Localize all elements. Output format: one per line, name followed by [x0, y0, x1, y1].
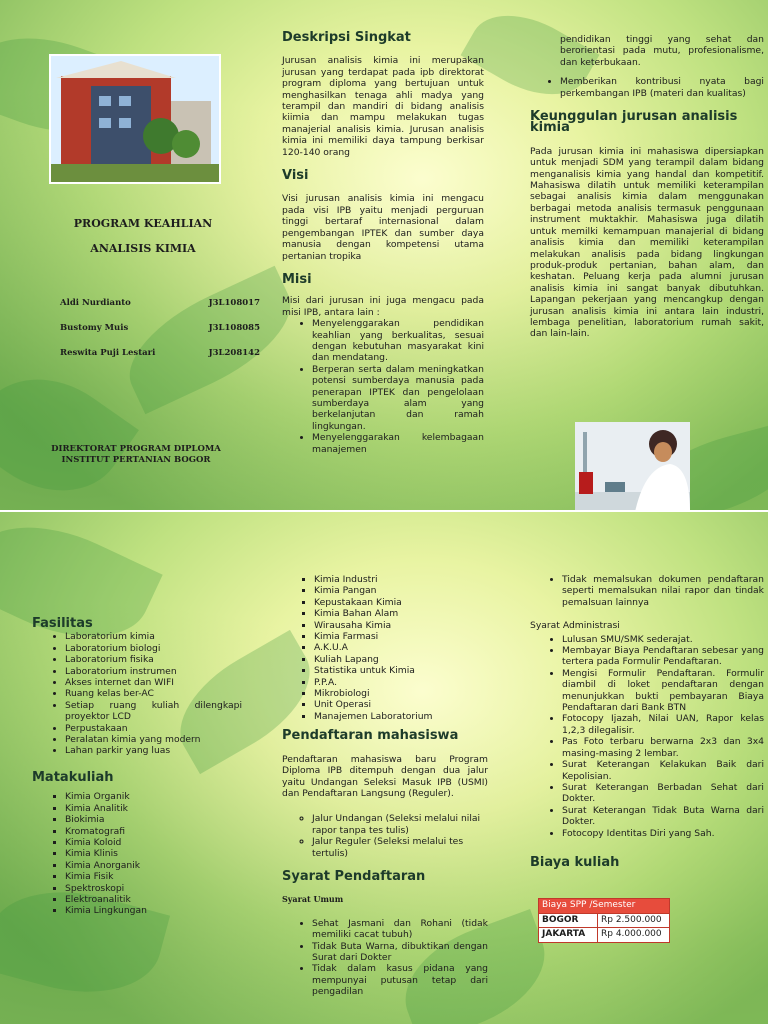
list-item: ◦ Jalur Reguler (Seleksi melalui tes tertulis)	[312, 836, 488, 859]
list-item: • Surat Keterangan Kelakukan Baik dari Kepolisian.	[562, 759, 764, 782]
middle-column-2	[282, 574, 488, 1006]
list-item: ▪ Kimia Industri	[314, 574, 488, 585]
matakuliah-heading: Matakuliah	[32, 770, 114, 785]
deskripsi-text: Jurusan analisis kimia ini merupakan jurusan yang terdapat pada ipb direktorat program diploma yang bertujuan untuk menghasilkan tenaga ahli madya yang terampil dan mandiri di bidang analisis kiimia dan mampu melakukan tugas manajerial analisis kimia. Jurusan analisis kimia ini memiliki daya tampung berkisar 120-140 orang	[282, 55, 484, 158]
deskripsi-heading: Deskripsi Singkat	[282, 30, 411, 45]
matakuliah-list-2	[282, 574, 488, 722]
list-item: • Sehat Jasmani dan Rohani (tidak memiliki cacat tubuh)	[312, 918, 488, 941]
matakuliah-list-1	[32, 791, 242, 916]
keunggulan-text: Pada jurusan kimia ini mahasiswa dipersiapkan untuk menjadi SDM yang terampil dalam bidang menganalisis kimia yang handal dan kompetitif. Mahasiswa dilatih untuk memiliki keterampilan sebagai analisis kimia dalam menggunakan berbagai metoda analisis termasuk penggunaan instrument muktakhir. Mahasiswa juga dilatih untuk memilki kemampuan manajerial di bidang analisis kimia dan memiliki keterampilan melakukan analisis pada bidang lingkungan produk-produk pertanian, bahan alam, dan keshatan. Peluang kerja pada alumni jurusan analisis kimia ini sangat banyak dibutuhkan. Lapangan pekerjaan yang mencangkup dengan jurusan analisis kimia ini antara lain industri, lembaga penelitian, laboratorium rumah sakit, dan lain-lain.	[530, 145, 764, 340]
list-item: ▪ Kimia Bahan Alam	[314, 608, 488, 619]
list-item: • Membayar Biaya Pendaftaran sebesar yang tertera pada Formulir Pendaftaran.	[562, 645, 764, 668]
jalur-list	[282, 813, 488, 859]
campus-building-photo	[49, 54, 221, 184]
list-item: ▪ Kuliah Lapang	[314, 654, 488, 665]
institution-line2: INSTITUT PERTANIAN BOGOR	[61, 455, 211, 465]
list-item: • Lahan parkir yang luas	[65, 745, 242, 756]
leaf-decoration	[0, 350, 139, 512]
misi-heading: Misi	[282, 271, 312, 287]
biaya-lokasi: BOGOR	[539, 913, 598, 927]
list-item: • Laboratorium fisika	[65, 654, 242, 665]
biaya-jumlah: Rp 4.000.000	[598, 928, 670, 942]
biaya-lokasi: JAKARTA	[539, 928, 598, 942]
list-item: • Tidak Buta Warna, dibuktikan dengan Surat dari Dokter	[312, 941, 488, 964]
list-item: • Menyelenggarakan pendidikan keahlian yang berkualitas, sesuai dengan kebutuhan masyarakat kini dan mendatang.	[312, 318, 484, 364]
list-item: ▪ Statistika untuk Kimia	[314, 665, 488, 676]
list-item: • Fotocopy Identitas Diri yang Sah.	[562, 828, 764, 839]
institution-line1: DIREKTORAT PROGRAM DIPLOMA	[51, 444, 221, 454]
program-title-line1: PROGRAM KEAHLIAN	[73, 217, 213, 230]
biaya-jumlah: Rp 2.500.000	[598, 913, 670, 927]
table-row	[539, 913, 670, 927]
student-name: Bustomy Muis	[60, 323, 129, 333]
list-item: ▪ Manajemen Laboratorium	[314, 711, 488, 722]
list-item: ▪ Elektroanalitik	[65, 894, 242, 905]
list-item: • Laboratorium instrumen	[65, 666, 242, 677]
list-item: ▪ Kimia Klinis	[65, 848, 242, 859]
list-item: ▪ Kimia Lingkungan	[65, 905, 242, 916]
list-item: • Pas Foto terbaru berwarna 2x3 dan 3x4 masing-masing 2 lembar.	[562, 736, 764, 759]
list-item: ▪ Kimia Organik	[65, 791, 242, 802]
list-item: • Setiap ruang kuliah dilengkapi proyektor LCD	[65, 700, 242, 723]
table-row	[539, 928, 670, 942]
cover-program	[48, 218, 238, 255]
list-item: • Akses internet dan WIFI	[65, 677, 242, 688]
list-item: ◦ Jalur Undangan (Seleksi melalui nilai rapor tanpa tes tulis)	[312, 813, 488, 836]
list-item: ▪ Unit Operasi	[314, 699, 488, 710]
biaya-table-header: Biaya SPP /Semester	[539, 899, 670, 913]
student-nim: J3L108017	[208, 298, 260, 308]
student-list	[60, 296, 260, 360]
misi-list	[282, 318, 484, 455]
fasilitas-heading: Fasilitas	[32, 616, 93, 631]
syarat-heading: Syarat Pendaftaran	[282, 868, 426, 884]
institution-block	[36, 444, 236, 466]
pendaftaran-heading: Pendaftaran mahasiswa	[282, 728, 459, 744]
list-item: ▪ Kimia Koloid	[65, 837, 242, 848]
student-nim: J3L208142	[208, 348, 260, 358]
biaya-table	[538, 898, 670, 942]
list-item: ▪ Biokimia	[65, 814, 242, 825]
list-item: • Fotocopy Ijazah, Nilai UAN, Rapor kelas 1,2,3 dilegalisir.	[562, 713, 764, 736]
list-item: • Tidak dalam kasus pidana yang mempunyai putusan tetap dari pengadilan	[312, 963, 488, 997]
student-nim: J3L108085	[208, 323, 260, 333]
biaya-heading: Biaya kuliah	[530, 854, 620, 870]
list-item: • Berperan serta dalam meningkatkan potensi sumberdaya manusia pada penerapan IPTEK dan pengelolaan sumberdaya alam yang berkelanjutan dan ramah lingkungan.	[312, 364, 484, 432]
list-item: • Mengisi Formulir Pendaftaran. Formulir diambil di loket pendaftaran dengan menunjukkan bukti pembayaran Biaya Pendaftaran dari Bank BTN	[562, 668, 764, 714]
list-item: ▪ Kepustakaan Kimia	[314, 597, 488, 608]
syarat-umum-list-cont	[530, 574, 764, 608]
list-item: pendidikan tinggi yang sehat dan berorientasi pada mutu, profesionalisme, dan keterbukaan.	[560, 34, 764, 68]
list-item: • Peralatan kimia yang modern	[65, 734, 242, 745]
list-item: ▪ Kimia Pangan	[314, 585, 488, 596]
list-item: ▪ Mikrobiologi	[314, 688, 488, 699]
middle-column	[282, 32, 484, 463]
fasilitas-list	[32, 631, 242, 756]
visi-text: Visi jurusan analisis kimia ini mengacu pada visi IPB yaitu menjadi perguruan tinggi bertaraf internasional dalam pengembangan IPTEK dan sumber daya manusia dengan kompetensi utama pertanian tropika	[282, 193, 484, 262]
syarat-admin-label: Syarat Administrasi	[530, 620, 620, 632]
syarat-umum-label: Syarat Umum	[282, 894, 344, 905]
fasilitas-column	[32, 618, 242, 765]
list-item: ▪ Spektroskopi	[65, 883, 242, 894]
student-row	[60, 346, 260, 360]
list-item: ▪ Kimia Anorganik	[65, 860, 242, 871]
list-item: • Laboratorium kimia	[65, 631, 242, 642]
list-item: ▪ Kimia Analitik	[65, 803, 242, 814]
list-item: ▪ P.P.A.	[314, 677, 488, 688]
list-item: • Ruang kelas ber-AC	[65, 688, 242, 699]
syarat-umum-list	[282, 918, 488, 998]
matakuliah-column	[32, 772, 242, 925]
syarat-admin-list	[530, 634, 764, 839]
list-item: ▪ Kimia Farmasi	[314, 631, 488, 642]
list-item: ▪ Kimia Fisik	[65, 871, 242, 882]
list-item: • Menyelenggarakan kelembagaan manajemen	[312, 432, 484, 455]
lab-photo	[575, 422, 690, 512]
list-item: • Memberikan kontribusi nyata bagi perkembangan IPB (materi dan kualitas)	[560, 76, 764, 99]
student-name: Reswita Puji Lestari	[60, 348, 156, 358]
list-item: ▪ Wirausaha Kimia	[314, 620, 488, 631]
misi-continued-list	[530, 76, 764, 99]
student-name: Aldi Nurdianto	[60, 298, 131, 308]
misi-intro: Misi dari jurusan ini juga mengacu pada misi IPB, antara lain :	[282, 295, 484, 318]
list-item: ▪ Kromatografi	[65, 826, 242, 837]
right-column	[530, 34, 764, 340]
misi-continued	[530, 34, 764, 68]
brochure-inner-panel	[0, 512, 768, 1024]
list-item: • Surat Keterangan Berbadan Sehat dari Dokter.	[562, 782, 764, 805]
student-row	[60, 296, 260, 310]
list-item: • Lulusan SMU/SMK sederajat.	[562, 634, 764, 645]
pendaftaran-text: Pendaftaran mahasiswa baru Program Diploma IPB ditempuh dengan dua jalur yaitu Undangan Seleksi Masuk IPB (USMI) dan Pendaftaran Langsung (Reguler).	[282, 753, 488, 799]
list-item: • Tidak memalsukan dokumen pendaftaran seperti memalsukan nilai rapor dan tindak pemalsuan lainnya	[562, 574, 764, 608]
list-item: • Surat Keterangan Tidak Buta Warna dari Dokter.	[562, 805, 764, 828]
list-item: • Laboratorium biologi	[65, 643, 242, 654]
list-item: ▪ A.K.U.A	[314, 642, 488, 653]
student-row	[60, 321, 260, 335]
list-item: • Perpustakaan	[65, 723, 242, 734]
right-column-2	[530, 574, 764, 943]
program-title-line2: ANALISIS KIMIA	[90, 242, 196, 256]
visi-heading: Visi	[282, 168, 309, 184]
keunggulan-heading: Keunggulan jurusan analisis kimia	[530, 109, 738, 136]
